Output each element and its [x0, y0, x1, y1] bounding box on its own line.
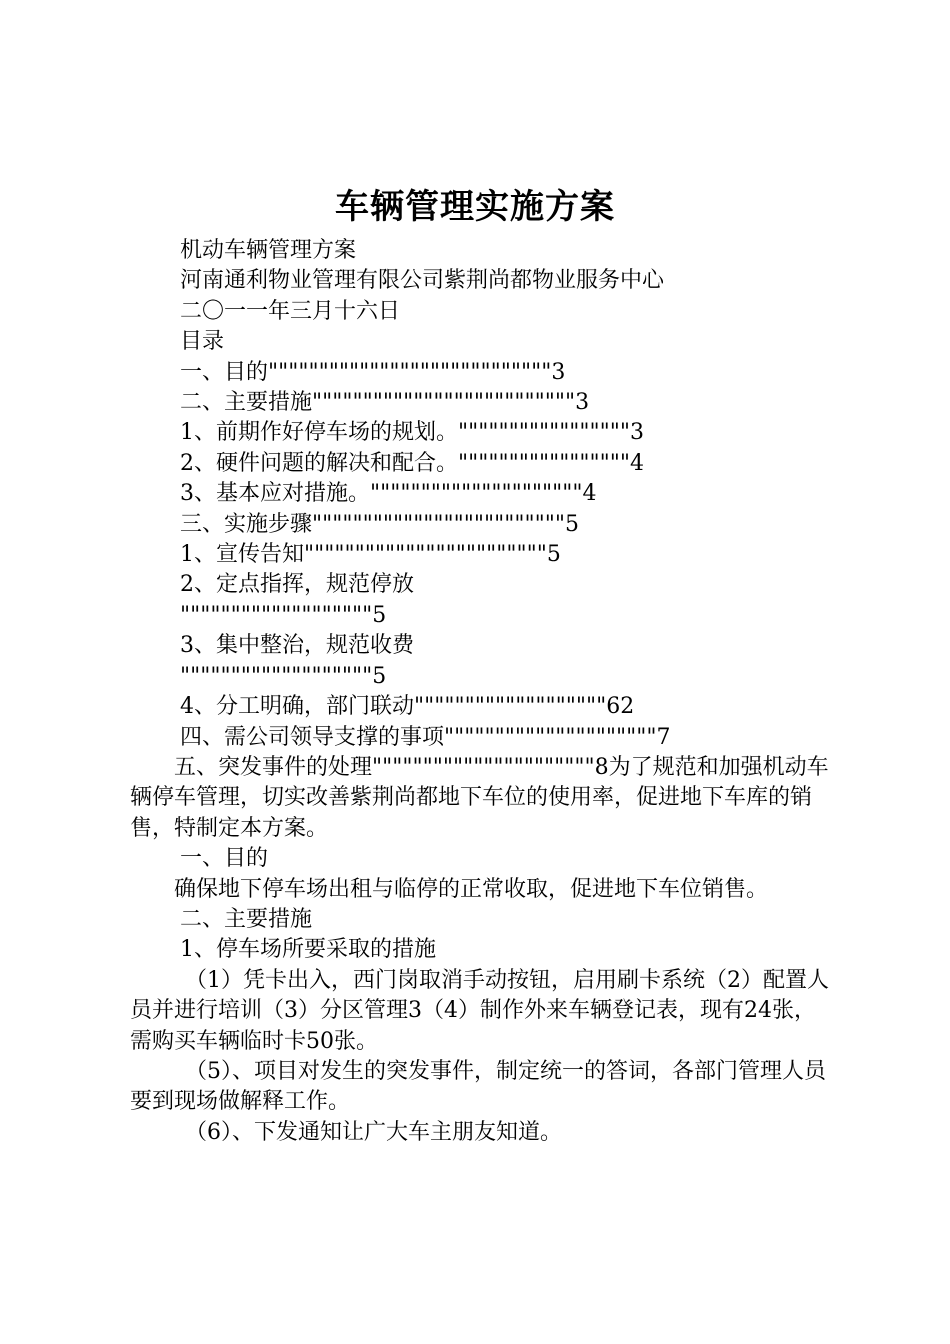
toc-entry: 4、分工明确，部门联动"""""""""""""""""""62: [180, 694, 635, 720]
toc-entry: 2、硬件问题的解决和配合。"""""""""""""""""4: [180, 450, 645, 476]
purpose-paragraph: 确保地下停车场出租与临停的正常收取，促进地下车位销售。: [174, 876, 769, 902]
toc-entry: 1、前期作好停车场的规划。"""""""""""""""""3: [180, 420, 645, 446]
subtitle: 机动车辆管理方案: [180, 238, 357, 263]
table-of-contents: [130, 358, 830, 753]
measures-paragraph: （6）、下发通知让广大车主朋友知道。: [185, 1119, 562, 1145]
toc-entry-leader: """""""""""""""""""5: [180, 663, 387, 689]
toc-entry: 二、主要措施""""""""""""""""""""""""""3: [180, 390, 590, 416]
document-title: 车辆管理实施方案: [335, 187, 615, 227]
toc-entry: 三、实施步骤"""""""""""""""""""""""""5: [180, 511, 579, 537]
document-body: [130, 236, 830, 1148]
company-name: 河南通利物业管理有限公司紫荆尚都物业服务中心: [180, 268, 665, 294]
section-heading-measures: 二、主要措施: [180, 906, 313, 932]
toc-heading: 目录: [180, 329, 225, 355]
toc-entry: 一、目的""""""""""""""""""""""""""""3: [180, 359, 566, 385]
toc-entry: 3、集中整治，规范收费: [180, 633, 414, 659]
section-heading-purpose: 一、目的: [180, 846, 269, 872]
document-date: 二〇一一年三月十六日: [180, 298, 401, 324]
subsection-heading: 1、停车场所要采取的措施: [180, 937, 436, 963]
toc-entry: 2、定点指挥，规范停放: [180, 572, 414, 598]
toc-entry-leader: """""""""""""""""""5: [180, 602, 387, 628]
toc-entry: 四、需公司领导支撑的事项"""""""""""""""""""""7: [180, 724, 671, 750]
intro-paragraph: 五、突发事件的处理""""""""""""""""""""""8为了规范和加强机动车辆停车管理，切实改善紫荆尚都地下车位的使用率，促进地下车库的销售，特制定本方案。: [130, 754, 829, 841]
measures-paragraph: （5）、项目对发生的突发事件，制定统一的答词，各部门管理人员要到现场做解释工作。: [130, 1058, 826, 1115]
toc-entry: 1、宣传告知""""""""""""""""""""""""5: [180, 542, 561, 568]
toc-entry: 3、基本应对措施。"""""""""""""""""""""4: [180, 481, 597, 507]
measures-paragraph: （1）凭卡出入，西门岗取消手动按钮，启用刷卡系统（2）配置人员并进行培训（3）分区管理3（4）制作外来车辆登记表，现有24张，需购买车辆临时卡50张。: [130, 967, 829, 1054]
